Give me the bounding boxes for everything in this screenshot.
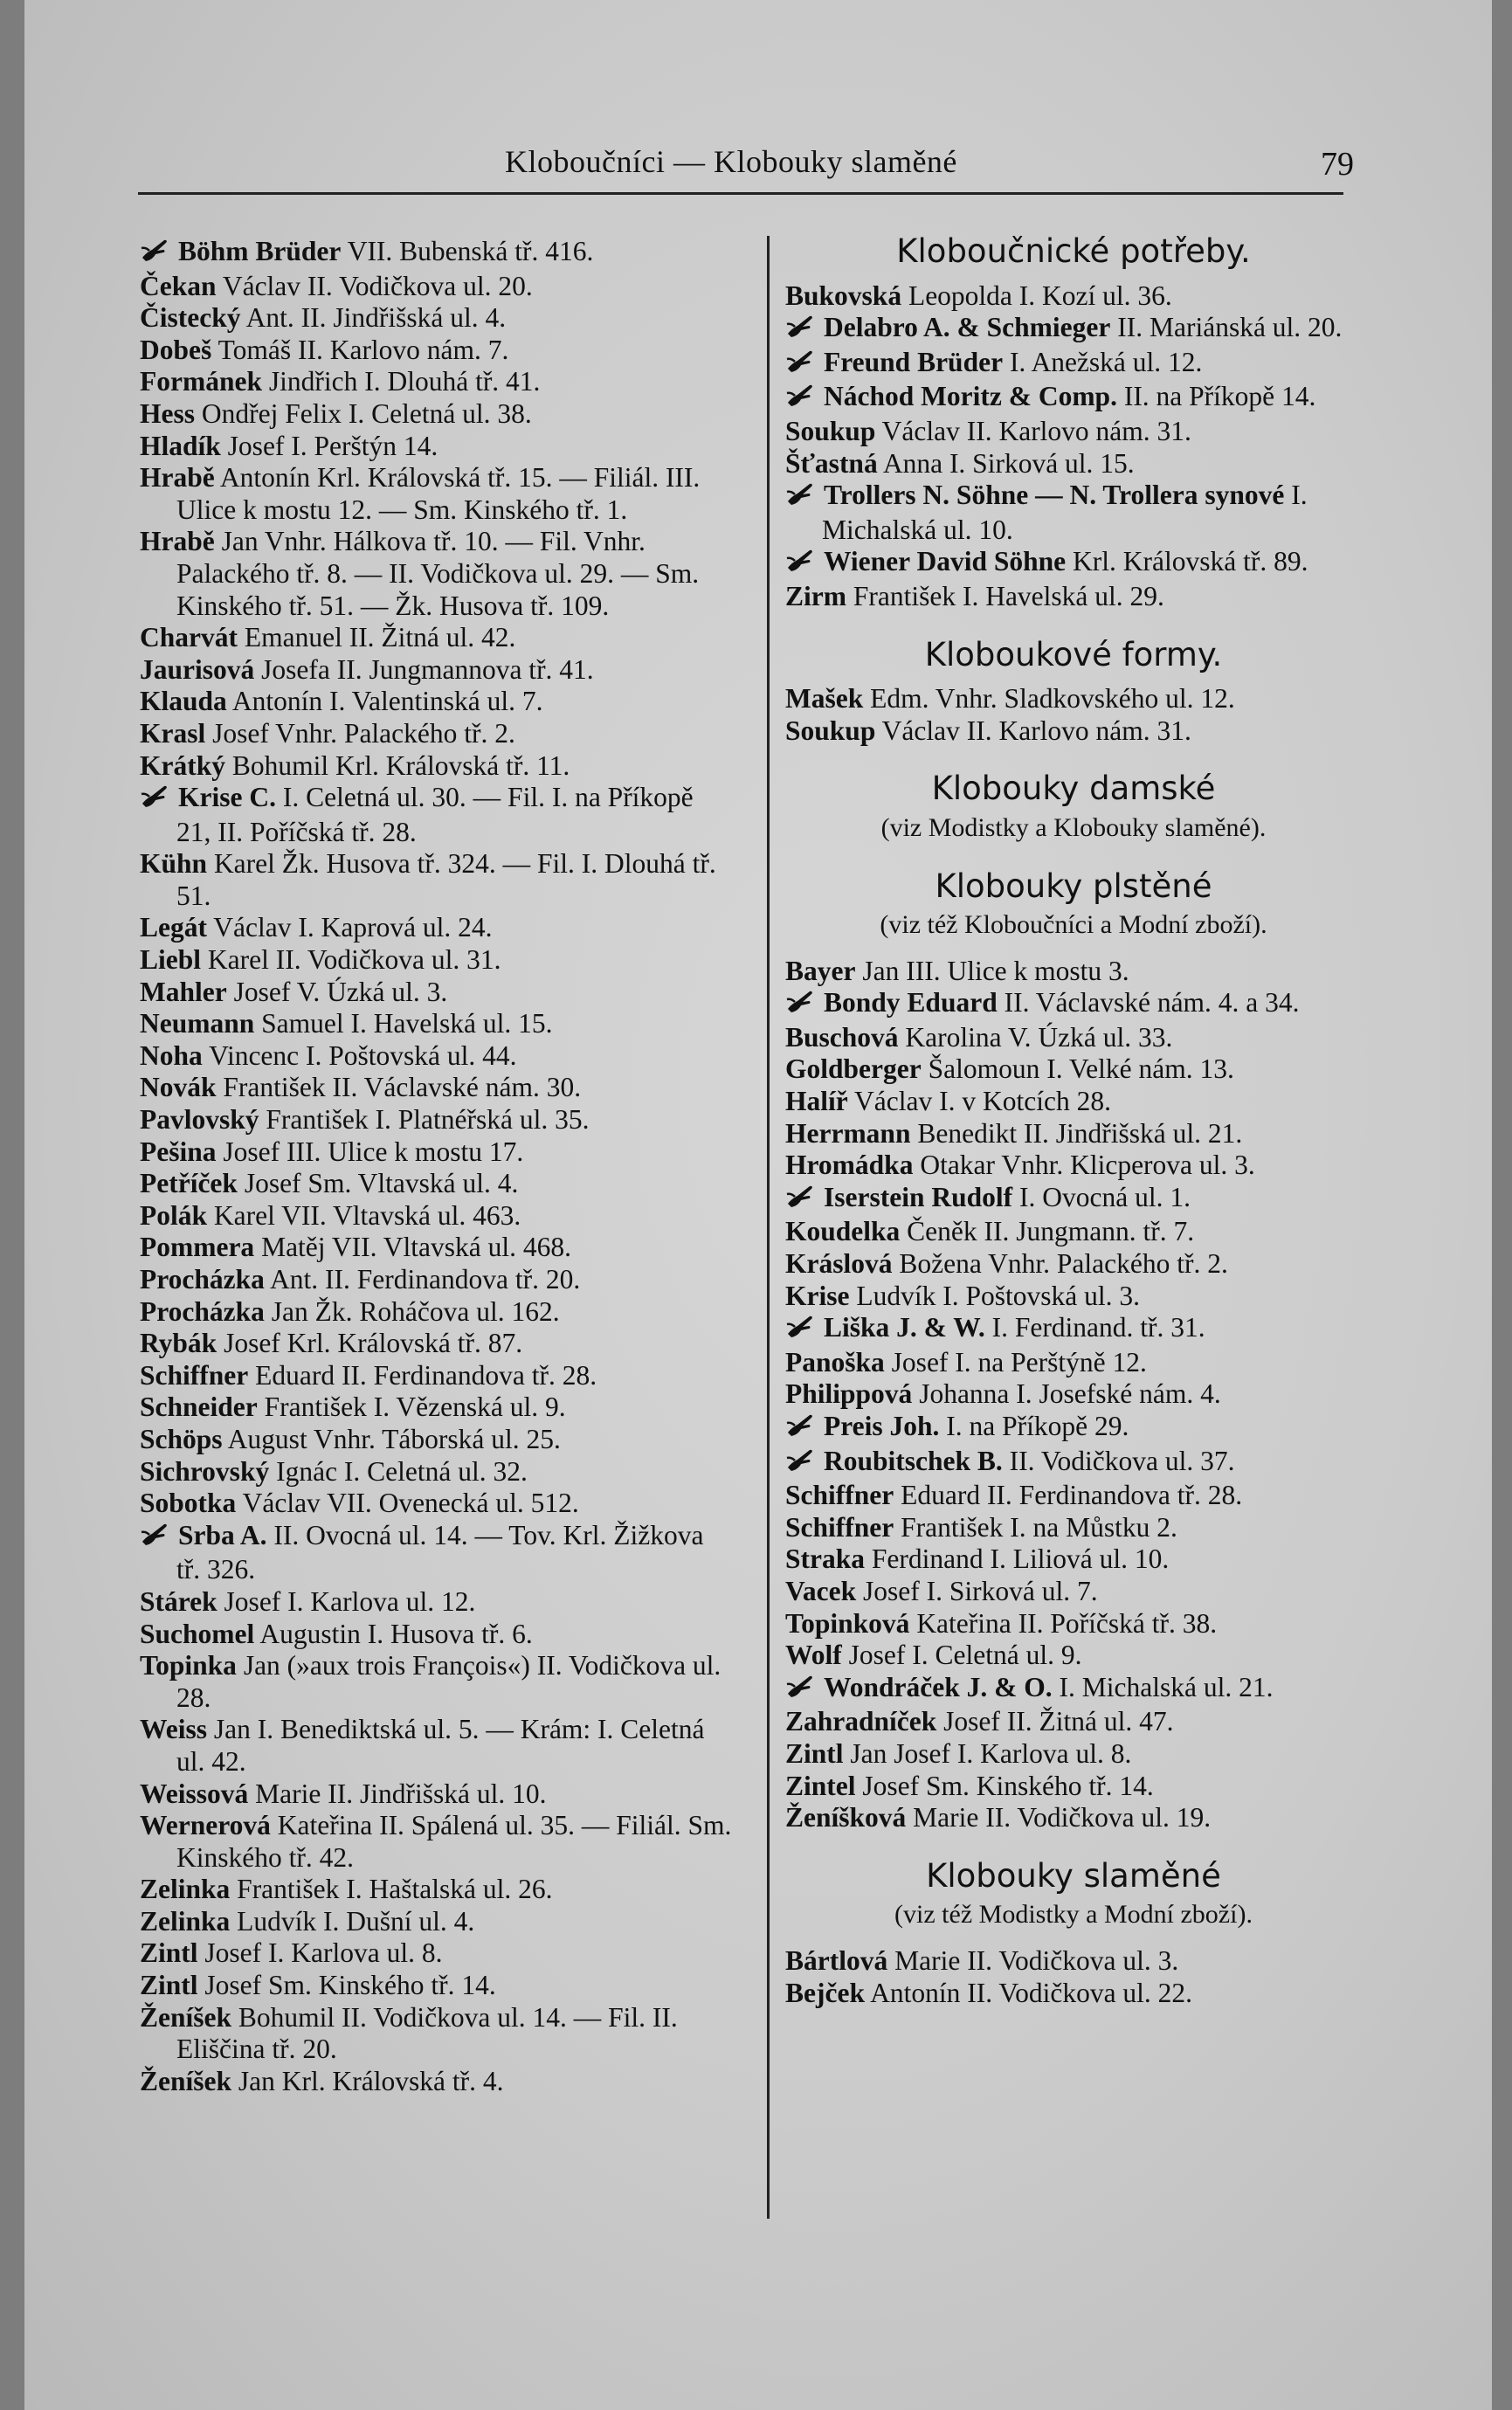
directory-entry (785, 1672, 1362, 1707)
section-heading: Kloboučnické potřeby. (896, 232, 1251, 270)
directory-entry (785, 347, 1362, 382)
entry-name: Herrmann (785, 1117, 911, 1149)
directory-entry (785, 987, 1362, 1022)
entry-name: Wernerová (140, 1810, 271, 1841)
directory-entry (140, 236, 734, 271)
directory-entry (785, 683, 1362, 715)
entry-address: Josef Krl. Královská tř. 87. (217, 1328, 523, 1359)
entry-name: Roubitschek B. (824, 1445, 1003, 1476)
directory-entry (785, 1411, 1362, 1446)
directory-entry (140, 1168, 734, 1200)
entry-address: Jan Josef I. Karlova ul. 8. (843, 1737, 1132, 1769)
directory-entry (785, 1312, 1362, 1347)
directory-entry (140, 977, 734, 1009)
entry-name: Preis Joh. (824, 1411, 940, 1441)
entry-name: Bayer (785, 955, 856, 986)
entry-address: Eduard II. Ferdinandova tř. 28. (248, 1359, 597, 1391)
entry-name: Bártlová (785, 1944, 888, 1976)
entry-address: I. Anežská ul. 12. (1003, 346, 1203, 377)
directory-entry (140, 622, 734, 654)
entry-name: Ženíšek (140, 2065, 232, 2096)
entry-name: Zirm (785, 580, 846, 611)
pointing-hand-icon (785, 382, 824, 416)
entry-address: II. Mariánská ul. 20. (1110, 312, 1343, 343)
entry-name: Hess (140, 397, 195, 429)
entry-address: Kateřina II. Poříčská tř. 38. (909, 1607, 1218, 1639)
directory-entry (785, 1216, 1362, 1248)
section-note: (viz též Modistky a Modní zboží). (894, 1900, 1253, 1930)
pointing-hand-icon (785, 1313, 824, 1347)
entry-name: Šťastná (785, 447, 878, 479)
directory-entry (140, 1906, 734, 1938)
entry-address: František I. na Můstku 2. (894, 1511, 1177, 1543)
directory-entry (140, 398, 734, 431)
entry-name: Bejček (785, 1977, 865, 2008)
directory-entry (140, 1264, 734, 1296)
entry-address: Jindřich I. Dlouhá tř. 41. (261, 366, 541, 397)
directory-entry (785, 1086, 1362, 1118)
entry-address: František I. Vězenská ul. 9. (257, 1391, 566, 1423)
directory-entry (140, 1456, 734, 1488)
entry-name: Soukup (785, 415, 876, 446)
entry-address: Jan III. Ulice k mostu 3. (855, 955, 1129, 986)
entry-name: Trollers N. Söhne — N. Trollera synové (824, 480, 1285, 511)
entry-name: Sobotka (140, 1488, 237, 1519)
directory-entry (785, 312, 1362, 347)
directory-entry (785, 1248, 1362, 1281)
entry-name: Krise C. (178, 782, 276, 813)
entry-address: Josef I. Karlova ul. 12. (217, 1585, 476, 1617)
pointing-hand-icon (785, 547, 824, 581)
directory-entry (140, 462, 734, 526)
entry-name: Stárek (140, 1585, 217, 1617)
directory-entry (140, 1810, 734, 1874)
entry-address: Johanna I. Josefské nám. 4. (912, 1378, 1221, 1410)
directory-entry (140, 654, 734, 687)
directory-entry (140, 1586, 734, 1619)
entry-name: Zintl (140, 1937, 198, 1969)
entry-name: Böhm Brüder (178, 236, 342, 266)
entry-address: Josef Vnhr. Palackého tř. 2. (205, 717, 515, 749)
directory-entry (140, 1970, 734, 2002)
directory-entry (140, 526, 734, 622)
directory-page (24, 0, 1492, 2410)
entry-name: Krasl (140, 717, 206, 749)
entry-name: Wiener David Söhne (824, 546, 1067, 577)
entry-name: Goldberger (785, 1053, 922, 1085)
directory-entry (140, 944, 734, 977)
directory-entry (140, 1937, 734, 1970)
entry-address: I. Celetná ul. 30. — Fil. I. na Příkopě 21, II. Poříčská tř. 28. (176, 782, 694, 847)
entry-name: Hromádka (785, 1150, 914, 1181)
entry-address: Ant. II. Ferdinandova tř. 20. (264, 1264, 581, 1295)
directory-entry (785, 1053, 1362, 1086)
directory-entry (785, 1281, 1362, 1313)
entry-address: František I. Havelská ul. 29. (846, 580, 1164, 611)
entry-address: Krl. Královská tř. 89. (1066, 546, 1308, 577)
entry-address: Leopolda I. Kozí ul. 36. (901, 280, 1172, 311)
entry-name: Hladík (140, 430, 221, 461)
entry-address: Jan (»aux trois François«) II. Vodičkova ul. 28. (176, 1650, 721, 1713)
entry-address: Karel Žk. Husova tř. 324. — Fil. I. Dlouhá tř. 51. (176, 848, 716, 911)
directory-entry (785, 1118, 1362, 1150)
entry-name: Zintel (785, 1770, 856, 1801)
entry-name: Wolf (785, 1640, 842, 1671)
directory-entry (785, 1347, 1362, 1379)
section-note: (viz též Kloboučníci a Modní zboží). (880, 910, 1267, 940)
entry-address: Karel II. Vodičkova ul. 31. (201, 944, 501, 976)
entry-address: František I. Platnéřská ul. 35. (259, 1104, 590, 1136)
entry-name: Freund Brüder (824, 346, 1004, 377)
entry-name: Čistecký (140, 302, 241, 334)
pointing-hand-icon (140, 1521, 178, 1555)
entry-address: Josef I. Sirková ul. 7. (856, 1575, 1098, 1606)
directory-entry (785, 1738, 1362, 1771)
directory-entry (140, 431, 734, 463)
entry-name: Schöps (140, 1423, 223, 1454)
entry-address: Josefa II. Jungmannova tř. 41. (254, 653, 594, 685)
entry-address: August Vnhr. Táborská ul. 25. (222, 1423, 561, 1454)
entry-address: František I. Haštalská ul. 26. (230, 1874, 553, 1905)
directory-entry (785, 1608, 1362, 1640)
entry-address: Josef V. Úzká ul. 3. (226, 976, 448, 1007)
entry-name: Zintl (140, 1970, 198, 2001)
directory-entry (785, 1771, 1362, 1803)
entry-name: Halíř (785, 1086, 848, 1117)
entry-address: Čeněk II. Jungmann. tř. 7. (900, 1216, 1195, 1247)
page-header (138, 140, 1354, 195)
entry-name: Iserstein Rudolf (824, 1181, 1013, 1212)
entry-address: Antonín II. Vodičkova ul. 22. (864, 1977, 1193, 2008)
entry-address: Václav I. v Kotcích 28. (847, 1086, 1111, 1117)
directory-entry (140, 848, 734, 912)
pointing-hand-icon (785, 1183, 824, 1217)
entry-address: I. Michalská ul. 10. (822, 480, 1308, 545)
directory-entry (140, 1296, 734, 1329)
pointing-hand-icon (785, 1673, 824, 1707)
pointing-hand-icon (140, 237, 178, 271)
pointing-hand-icon (785, 988, 824, 1022)
directory-entry (785, 1978, 1362, 2010)
entry-name: Mahler (140, 976, 227, 1007)
entry-name: Schiffner (140, 1359, 249, 1391)
directory-entry (785, 416, 1362, 448)
entry-address: Ondřej Felix I. Celetná ul. 38. (195, 397, 532, 429)
directory-entry (785, 581, 1362, 613)
entry-address: Václav II. Karlovo nám. 31. (875, 715, 1191, 746)
directory-entry (140, 718, 734, 750)
directory-entry (140, 1874, 734, 1906)
right-column (767, 232, 1362, 2219)
entry-name: Zahradníček (785, 1706, 937, 1737)
directory-entry (785, 1022, 1362, 1054)
directory-entry (785, 1945, 1362, 1978)
entry-address: Ferdinand I. Liliová ul. 10. (865, 1543, 1170, 1575)
entry-address: Josef Sm. Kinského tř. 14. (855, 1770, 1154, 1801)
entry-address: Ludvík I. Dušní ul. 4. (230, 1905, 475, 1937)
entry-address: VII. Bubenská tř. 416. (341, 236, 594, 266)
pointing-hand-icon (785, 1447, 824, 1481)
entry-address: Tomáš II. Karlovo nám. 7. (211, 334, 509, 365)
directory-entry (140, 750, 734, 783)
directory-entry (785, 381, 1362, 416)
entry-name: Philippová (785, 1378, 913, 1410)
directory-entry (785, 1378, 1362, 1411)
pointing-hand-icon (785, 480, 824, 514)
directory-entry (785, 480, 1362, 546)
entry-name: Schiffner (785, 1511, 894, 1543)
entry-name: Pommera (140, 1232, 255, 1263)
directory-entry (140, 1714, 734, 1778)
directory-entry (785, 1576, 1362, 1608)
entry-name: Panoška (785, 1346, 885, 1378)
pointing-hand-icon (785, 313, 824, 347)
entry-address: I. Ovocná ul. 1. (1012, 1181, 1191, 1212)
entry-address: Ludvík I. Poštovská ul. 3. (849, 1280, 1140, 1311)
section-heading: Kloboukové formy. (924, 635, 1223, 673)
entry-name: Zelinka (140, 1874, 231, 1905)
entry-address: Bohumil II. Vodičkova ul. 14. — Fil. II. Eliščina tř. 20. (176, 2001, 678, 2065)
entry-address: I. Michalská ul. 21. (1052, 1671, 1274, 1702)
entry-name: Schiffner (785, 1480, 894, 1511)
directory-entry (140, 1360, 734, 1392)
entry-address: Jan Vnhr. Hálkova tř. 10. — Fil. Vnhr. Palackého tř. 8. — II. Vodičkova ul. 29. — Sm. Kinského tř. 51. — Žk. Husova tř. 109. (176, 526, 700, 621)
entry-address: Josef III. Ulice k mostu 17. (216, 1136, 524, 1167)
entry-name: Hrabě (140, 526, 215, 557)
directory-entry (140, 271, 734, 303)
directory-entry (140, 1619, 734, 1651)
entry-address: II. Vodičkova ul. 37. (1002, 1445, 1235, 1476)
directory-entry (140, 1200, 734, 1233)
entry-address: Eduard II. Ferdinandova tř. 28. (894, 1480, 1243, 1511)
entry-address: Šalomoun I. Velké nám. 13. (921, 1053, 1234, 1085)
section-heading: Klobouky damské (931, 770, 1216, 808)
entry-address: Josef Sm. Vltavská ul. 4. (237, 1168, 519, 1199)
entry-name: Delabro A. & Schmieger (824, 312, 1111, 343)
entry-name: Suchomel (140, 1618, 255, 1649)
entry-address: Karel VII. Vltavská ul. 463. (207, 1199, 521, 1231)
directory-entry (785, 1182, 1362, 1217)
entry-name: Soukup (785, 715, 876, 746)
directory-entry (140, 1424, 734, 1456)
directory-entry (140, 782, 734, 848)
entry-name: Srba A. (178, 1519, 267, 1550)
entry-name: Weissová (140, 1778, 249, 1809)
directory-entry (785, 956, 1362, 988)
entry-address: Marie II. Vodičkova ul. 19. (906, 1802, 1212, 1833)
directory-entry (140, 1520, 734, 1586)
entry-address: Otakar Vnhr. Klicperova ul. 3. (913, 1150, 1255, 1181)
entry-name: Náchod Moritz & Comp. (824, 381, 1117, 412)
directory-entry (140, 302, 734, 335)
entry-address: Ignác I. Celetná ul. 32. (269, 1455, 528, 1487)
entry-address: Josef I. Karlova ul. 8. (197, 1937, 443, 1969)
section-heading: Klobouky plstěné (935, 867, 1212, 905)
entry-name: Jaurisová (140, 653, 255, 685)
entry-name: Charvát (140, 622, 238, 653)
directory-entry (140, 1391, 734, 1424)
entry-name: Kühn (140, 848, 208, 880)
entry-address: Jan Krl. Královská tř. 4. (231, 2065, 504, 2096)
entry-name: Legát (140, 912, 207, 943)
directory-entry (140, 1488, 734, 1520)
entry-name: Bondy Eduard (824, 987, 998, 1019)
entry-address: Josef I. na Perštýně 12. (884, 1346, 1147, 1378)
entry-name: Novák (140, 1072, 217, 1103)
directory-entry (785, 546, 1362, 581)
entry-name: Zintl (785, 1737, 844, 1769)
entry-name: Schneider (140, 1391, 258, 1423)
entry-name: Procházka (140, 1264, 265, 1295)
running-title: Kloboučníci — Klobouky slaměné (505, 144, 957, 179)
entry-name: Vacek (785, 1575, 857, 1606)
entry-name: Topinková (785, 1607, 910, 1639)
directory-entry (140, 1650, 734, 1714)
entry-address: Karolina V. Úzká ul. 33. (898, 1021, 1173, 1053)
entry-name: Rybák (140, 1328, 217, 1359)
entry-address: Vincenc I. Poštovská ul. 44. (202, 1039, 517, 1071)
entry-name: Dobeš (140, 334, 212, 365)
entry-address: Václav II. Karlovo nám. 31. (875, 415, 1191, 446)
entry-address: Jan I. Benediktská ul. 5. — Krám: I. Celetná ul. 42. (176, 1714, 705, 1777)
entry-address: Josef I. Celetná ul. 9. (841, 1640, 1082, 1671)
entry-name: Topinka (140, 1650, 237, 1681)
entry-address: Anna I. Sirková ul. 15. (877, 447, 1135, 479)
pointing-hand-icon (140, 783, 178, 817)
entry-address: Václav I. Kaprová ul. 24. (206, 912, 493, 943)
entry-address: Ant. II. Jindřišská ul. 4. (240, 302, 507, 334)
section-heading: Klobouky slaměné (926, 1856, 1221, 1895)
entry-name: Formánek (140, 366, 262, 397)
entry-name: Kráslová (785, 1248, 893, 1280)
entry-address: Marie II. Vodičkova ul. 3. (887, 1944, 1179, 1976)
entry-address: II. na Příkopě 14. (1116, 381, 1316, 412)
entry-address: Božena Vnhr. Palackého tř. 2. (892, 1248, 1228, 1280)
directory-entry (140, 1072, 734, 1104)
entry-address: Emanuel II. Žitná ul. 42. (238, 622, 516, 653)
directory-entry (785, 1706, 1362, 1738)
entry-name: Pešina (140, 1136, 217, 1167)
entry-name: Bukovská (785, 280, 902, 311)
directory-entry (140, 1136, 734, 1169)
directory-entry (140, 366, 734, 398)
directory-entry (785, 1512, 1362, 1544)
pointing-hand-icon (785, 348, 824, 382)
entry-address: Benedikt II. Jindřišská ul. 21. (910, 1117, 1243, 1149)
entry-name: Polák (140, 1199, 208, 1231)
entry-name: Koudelka (785, 1216, 901, 1247)
directory-entry (140, 335, 734, 367)
entry-name: Weiss (140, 1714, 208, 1745)
entry-address: Josef Sm. Kinského tř. 14. (197, 1970, 496, 2001)
entry-name: Neumann (140, 1008, 255, 1039)
entry-address: Josef II. Žitná ul. 47. (936, 1706, 1174, 1737)
entry-address: Kateřina II. Spálená ul. 35. — Filiál. Sm. Kinského tř. 42. (176, 1810, 732, 1873)
entry-name: Buschová (785, 1021, 899, 1053)
entry-address: Václav VII. Ovenecká ul. 512. (236, 1488, 579, 1519)
entry-name: Hrabě (140, 462, 215, 494)
entry-name: Ženíšek (140, 2001, 232, 2033)
directory-entry (140, 1778, 734, 1811)
entry-name: Klauda (140, 686, 227, 717)
entry-address: Augustin I. Husova tř. 6. (254, 1618, 533, 1649)
directory-entry (785, 1543, 1362, 1576)
entry-address: Bohumil Krl. Královská tř. 11. (225, 749, 570, 781)
entry-address: Edm. Vnhr. Sladkovského ul. 12. (863, 683, 1235, 715)
directory-entry (140, 2066, 734, 2098)
entry-name: Zelinka (140, 1905, 231, 1937)
directory-entry (785, 1446, 1362, 1481)
directory-entry (785, 448, 1362, 480)
directory-entry (140, 912, 734, 944)
directory-entry (785, 1802, 1362, 1834)
directory-entry (785, 1480, 1362, 1512)
entry-name: Liebl (140, 944, 202, 976)
entry-name: Sichrovský (140, 1455, 270, 1487)
entry-name: Petříček (140, 1168, 238, 1199)
directory-entry (140, 1040, 734, 1073)
entry-address: Václav II. Vodičkova ul. 20. (216, 270, 533, 301)
directory-entry (785, 715, 1362, 748)
section-note: (viz Modistky a Klobouky slaměné). (880, 812, 1267, 842)
entry-address: I. na Příkopě 29. (939, 1411, 1129, 1441)
entry-name: Procházka (140, 1295, 265, 1327)
entry-name: Wondráček J. & O. (824, 1671, 1053, 1702)
directory-entry (140, 1104, 734, 1136)
entry-name: Straka (785, 1543, 866, 1575)
entry-address: Samuel I. Havelská ul. 15. (254, 1008, 553, 1039)
entry-address: II. Václavské nám. 4. a 34. (997, 987, 1300, 1019)
directory-entry (140, 2002, 734, 2066)
page-number: 79 (1321, 146, 1354, 183)
entry-address: I. Ferdinand. tř. 31. (984, 1312, 1205, 1343)
entry-address: František II. Václavské nám. 30. (216, 1072, 582, 1103)
entry-name: Čekan (140, 270, 217, 301)
directory-entry (785, 1150, 1362, 1182)
directory-entry (140, 1232, 734, 1264)
entry-name: Liška J. & W. (824, 1312, 985, 1343)
entry-address: Antonín I. Valentinská ul. 7. (226, 686, 543, 717)
directory-entry (140, 1008, 734, 1040)
entry-name: Krátký (140, 749, 225, 781)
directory-entry (140, 1328, 734, 1360)
entry-name: Ženíšková (785, 1802, 907, 1833)
pointing-hand-icon (785, 1412, 824, 1446)
entry-name: Krise (785, 1280, 850, 1311)
left-column (140, 236, 734, 2097)
entry-address: Matěj VII. Vltavská ul. 468. (254, 1232, 571, 1263)
entry-address: Antonín Krl. Královská tř. 15. — Filiál. III. Ulice k mostu 12. — Sm. Kinského tř. 1. (176, 462, 701, 525)
entry-name: Pavlovský (140, 1104, 259, 1136)
directory-entry (785, 1640, 1362, 1672)
directory-entry (785, 280, 1362, 313)
entry-address: Marie II. Jindřišská ul. 10. (248, 1778, 547, 1809)
entry-name: Mašek (785, 683, 864, 715)
entry-address: Josef I. Perštýn 14. (220, 430, 438, 461)
entry-address: II. Ovocná ul. 14. — Tov. Krl. Žižkova tř. 326. (176, 1519, 704, 1585)
entry-address: Jan Žk. Roháčova ul. 162. (264, 1295, 560, 1327)
directory-entry (140, 686, 734, 718)
entry-name: Noha (140, 1039, 203, 1071)
